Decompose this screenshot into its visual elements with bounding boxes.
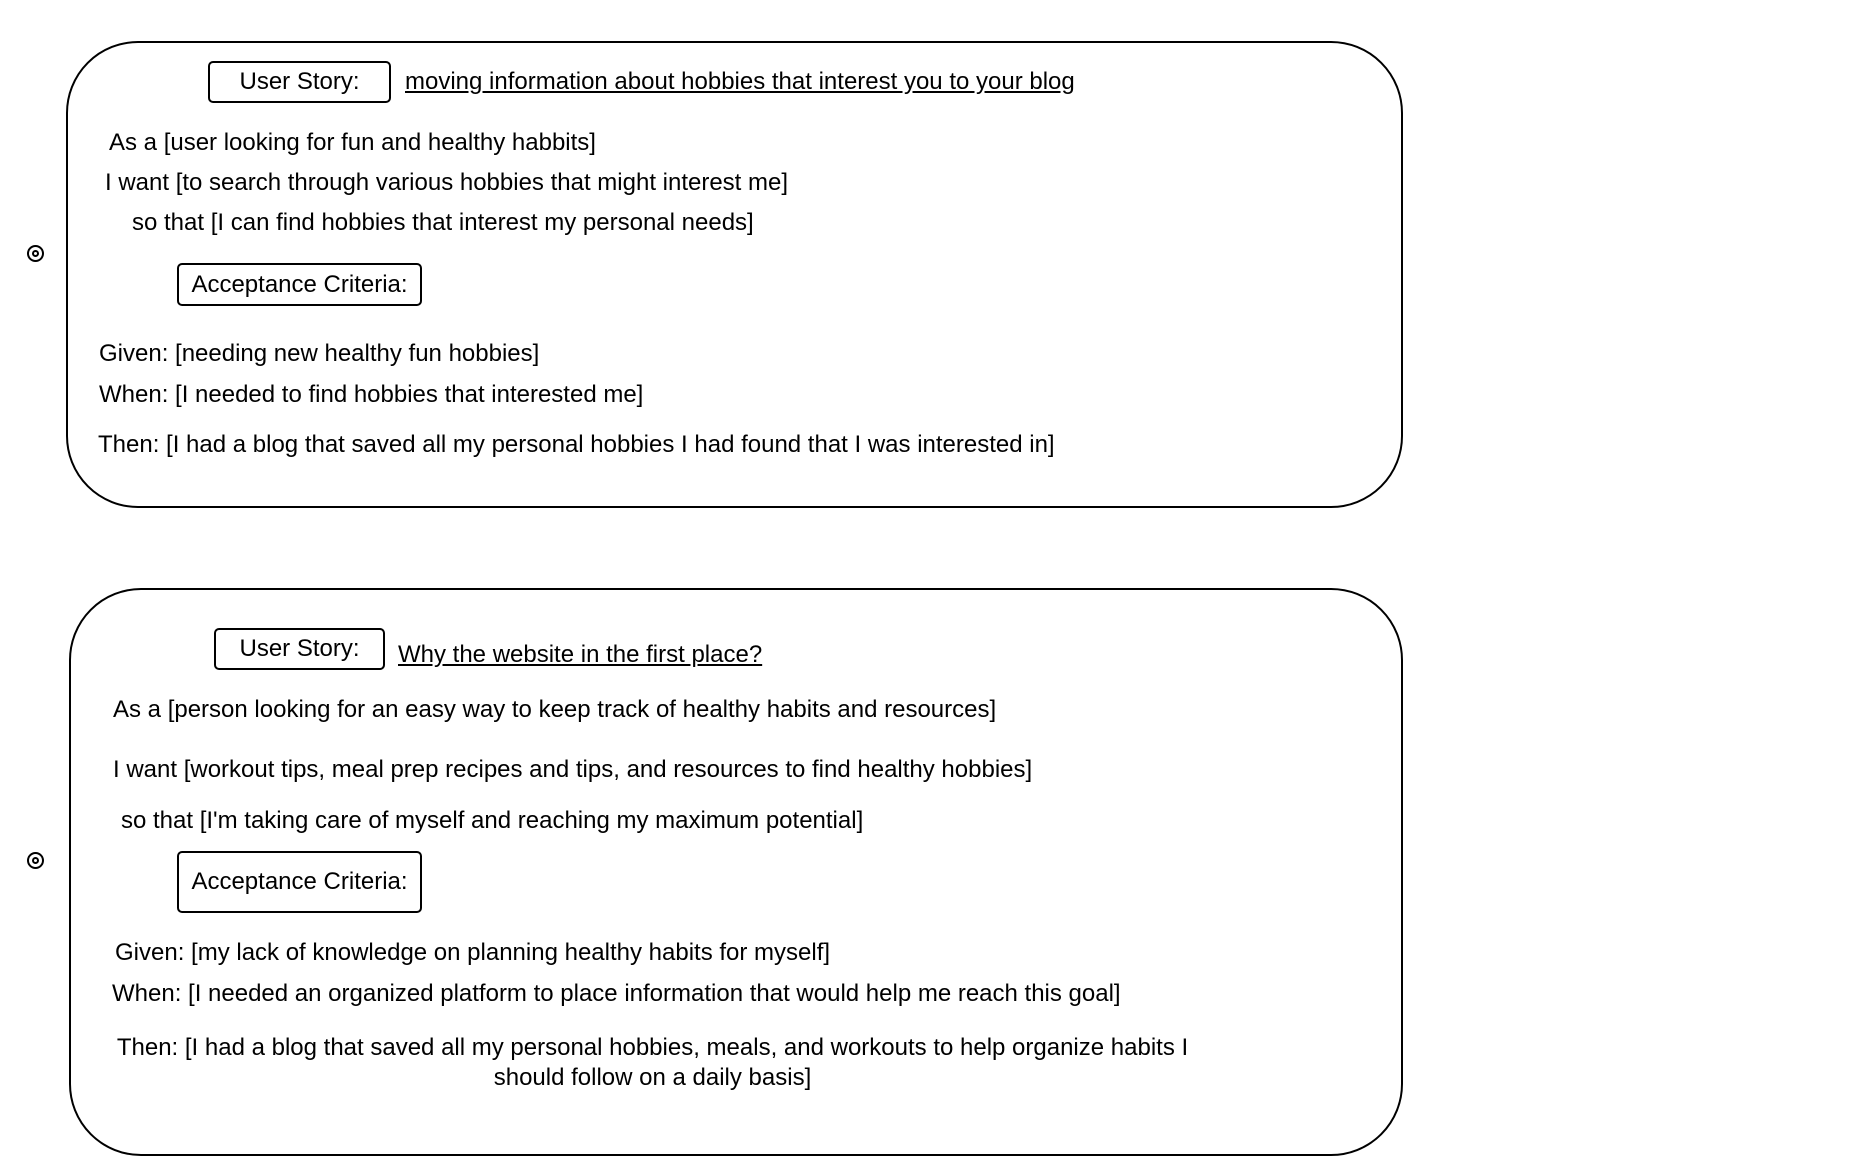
- i-want-statement-1: I want [to search through various hobbies that might interest me]: [105, 169, 789, 196]
- user-story-label: User Story:: [239, 68, 360, 95]
- acceptance-criteria-label-box-1: [177, 263, 422, 306]
- user-story-title-2[interactable]: Why the website in the first place?: [398, 641, 763, 668]
- so-that-statement-2: so that [I'm taking care of myself and reaching my maximum potential]: [121, 807, 864, 834]
- connection-point-icon[interactable]: [27, 245, 44, 262]
- as-a-statement-2: As a [person looking for an easy way to keep track of healthy habits and resources]: [113, 696, 997, 723]
- user-story-title-1[interactable]: moving information about hobbies that interest you to your blog: [405, 68, 1075, 95]
- connection-point-icon[interactable]: [27, 852, 44, 869]
- acceptance-criteria-label: Acceptance Criteria:: [191, 270, 408, 298]
- user-story-label-box-2: [214, 628, 385, 670]
- then-statement-2: Then: [I had a blog that saved all my personal hobbies, meals, and workouts to help organize habits I should follow on a daily basis]: [116, 1034, 1189, 1091]
- so-that-statement-1: so that [I can find hobbies that interest my personal needs]: [132, 209, 754, 236]
- then-statement-1: Then: [I had a blog that saved all my personal hobbies I had found that I was interested in]: [98, 431, 1055, 458]
- acceptance-criteria-label: Acceptance Criteria:: [191, 868, 408, 895]
- user-story-label-box-1: [208, 61, 391, 103]
- given-statement-1: Given: [needing new healthy fun hobbies]: [99, 340, 540, 367]
- as-a-statement-1: As a [user looking for fun and healthy habbits]: [109, 129, 596, 156]
- when-statement-1: When: [I needed to find hobbies that interested me]: [99, 381, 644, 408]
- when-statement-2: When: [I needed an organized platform to place information that would help me reach this goal]: [112, 980, 1121, 1007]
- user-story-label: User Story:: [239, 635, 360, 662]
- given-statement-2: Given: [my lack of knowledge on planning healthy habits for myself]: [115, 939, 831, 966]
- i-want-statement-2: I want [workout tips, meal prep recipes and tips, and resources to find healthy hobbies]: [113, 756, 1033, 783]
- acceptance-criteria-label-box-2: [177, 851, 422, 913]
